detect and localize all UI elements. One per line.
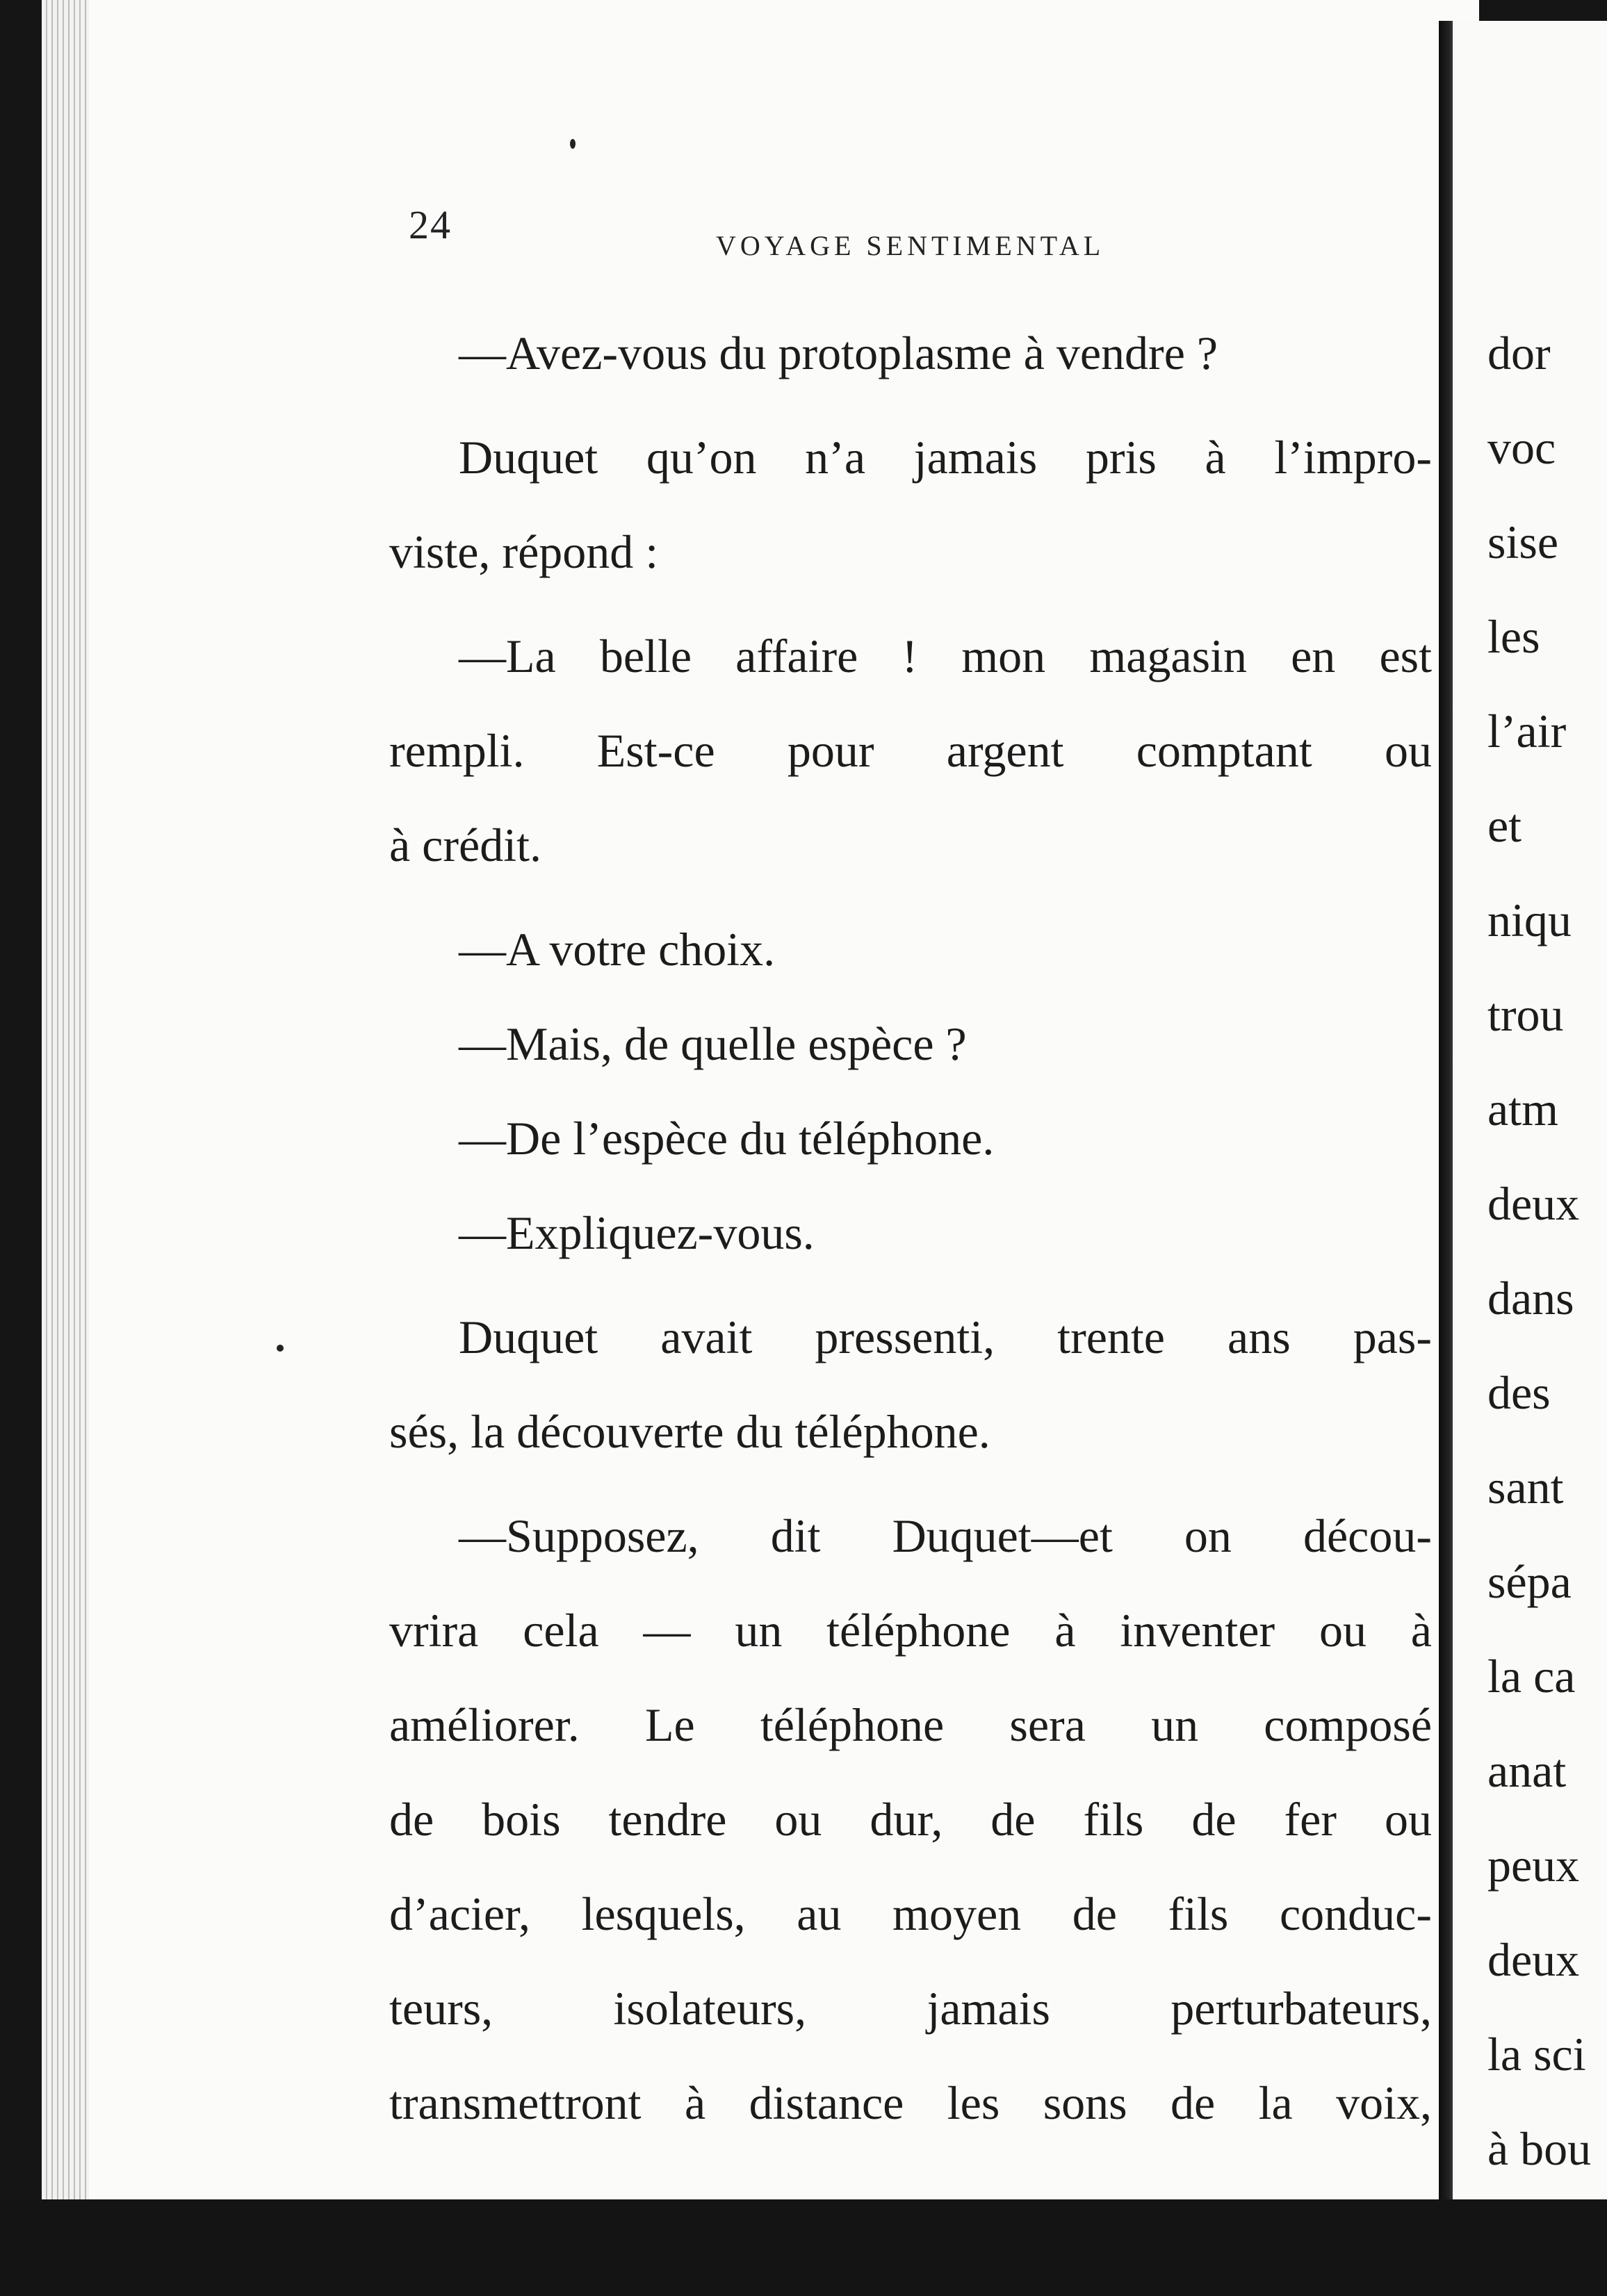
text-fragment: deux [1487,1177,1580,1230]
text-line: viste, répond : [389,525,659,578]
text-line: rempli. Est-ce pour argent comptant ou [389,724,1432,777]
text-line: —Mais, de quelle espèce ? [459,1017,967,1070]
text-fragment: dor [1487,327,1551,379]
text-line: teurs, isolateurs, jamais perturbateurs, [389,1982,1432,2035]
text-fragment: deux [1487,1933,1580,1986]
text-fragment: sant [1487,1461,1564,1514]
text-line: —Supposez, dit Duquet—et on décou- [459,1509,1432,1562]
text-line: Duquet avait pressenti, trente ans pas- [459,1311,1432,1363]
text-fragment: les [1487,610,1540,663]
text-line: —Expliquez-vous. [459,1206,815,1259]
text-fragment: peux [1487,1839,1580,1892]
running-head: VOYAGE SENTIMENTAL [716,230,1105,261]
text-fragment: anat [1487,1744,1567,1797]
text-line: à crédit. [389,819,541,871]
text-line: —A votre choix. [459,923,776,976]
text-line: —La belle affaire ! mon magasin en est [459,630,1432,682]
page-number: 24 [409,202,452,247]
text-fragment: à bou [1487,2122,1592,2175]
text-fragment: et [1487,799,1522,852]
text-line: Duquet qu’on n’a jamais pris à l’impro- [459,431,1432,484]
text-line: améliorer. Le téléphone sera un composé [389,1698,1432,1751]
text-fragment: sépa [1487,1555,1572,1608]
text-line: —De l’espèce du téléphone. [459,1112,995,1165]
text-fragment: niqu [1487,894,1572,946]
text-line: sés, la découverte du téléphone. [389,1405,990,1458]
text-fragment: voc [1487,421,1556,474]
text-fragment: sise [1487,516,1558,568]
text-line: d’acier, lesquels, au moyen de fils conduc- [389,1887,1432,1940]
text-fragment: des [1487,1366,1551,1419]
bottom-scan-margin [0,2199,1607,2296]
speck [277,1345,284,1352]
text-line: de bois tendre ou dur, de fils de fer ou [389,1793,1432,1846]
text-fragment: atm [1487,1083,1558,1135]
text-fragment: la sci [1487,2028,1586,2081]
text-fragment: trou [1487,988,1564,1041]
text-fragment: l’air [1487,705,1567,757]
speck [570,139,576,149]
text-line: vrira cela — un téléphone à inventer ou à [389,1604,1432,1657]
text-line: transmettront à distance les sons de la voix, [389,2076,1432,2129]
text-fragment: dans [1487,1272,1574,1325]
text-line: —Avez-vous du protoplasme à vendre ? [459,327,1218,379]
left-page-text [389,306,1432,2150]
text-fragment: la ca [1487,1650,1576,1703]
right-page-text [1487,306,1607,2196]
